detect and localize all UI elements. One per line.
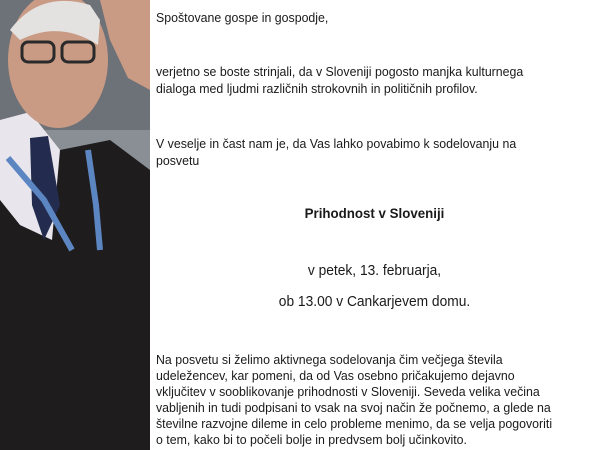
portrait-photo-icon (0, 0, 150, 450)
event-title: Prihodnost v Sloveniji (304, 205, 445, 221)
body-line-3: vključitev v sooblikovanje prihodnosti v Sloveniji. Seveda velika večina (156, 384, 540, 399)
invite-line-1: V veselje in čast nam je, da Vas lahko povabimo k sodelovanju na (156, 136, 517, 151)
intro-line-1: verjetno se boste strinjali, da v Sloveniji pogosto manjka kulturnega (156, 64, 524, 79)
invite-line-2: posvetu (156, 153, 200, 168)
intro-line-2: dialoga med ljudmi različnih strokovnih in političnih profilov. (156, 81, 478, 96)
body-line-4: vabljenih in tudi podpisani to vsak na svoj način že počnemo, a glede na (156, 400, 551, 415)
portrait-photo (0, 0, 150, 450)
invitation-letter (156, 0, 574, 450)
body-line-6: o tem, kako bi to počeli bolje in predvsem bolj učinkovito. (156, 432, 467, 447)
event-date: v petek, 13. februarja, (307, 263, 442, 279)
body-line-1: Na posvetu si želimo aktivnega sodelovanja čim večjega števila (156, 352, 503, 367)
body-line-2: udeležencev, kar pomeni, da od Vas osebno pričakujemo dejavno (156, 368, 515, 383)
greeting: Spoštovane gospe in gospodje, (156, 10, 329, 25)
event-time-place: ob 13.00 v Cankarjevem domu. (278, 294, 471, 310)
body-line-5: številne razvojne dileme in celo probleme menimo, da se velja pogovoriti (156, 416, 553, 431)
